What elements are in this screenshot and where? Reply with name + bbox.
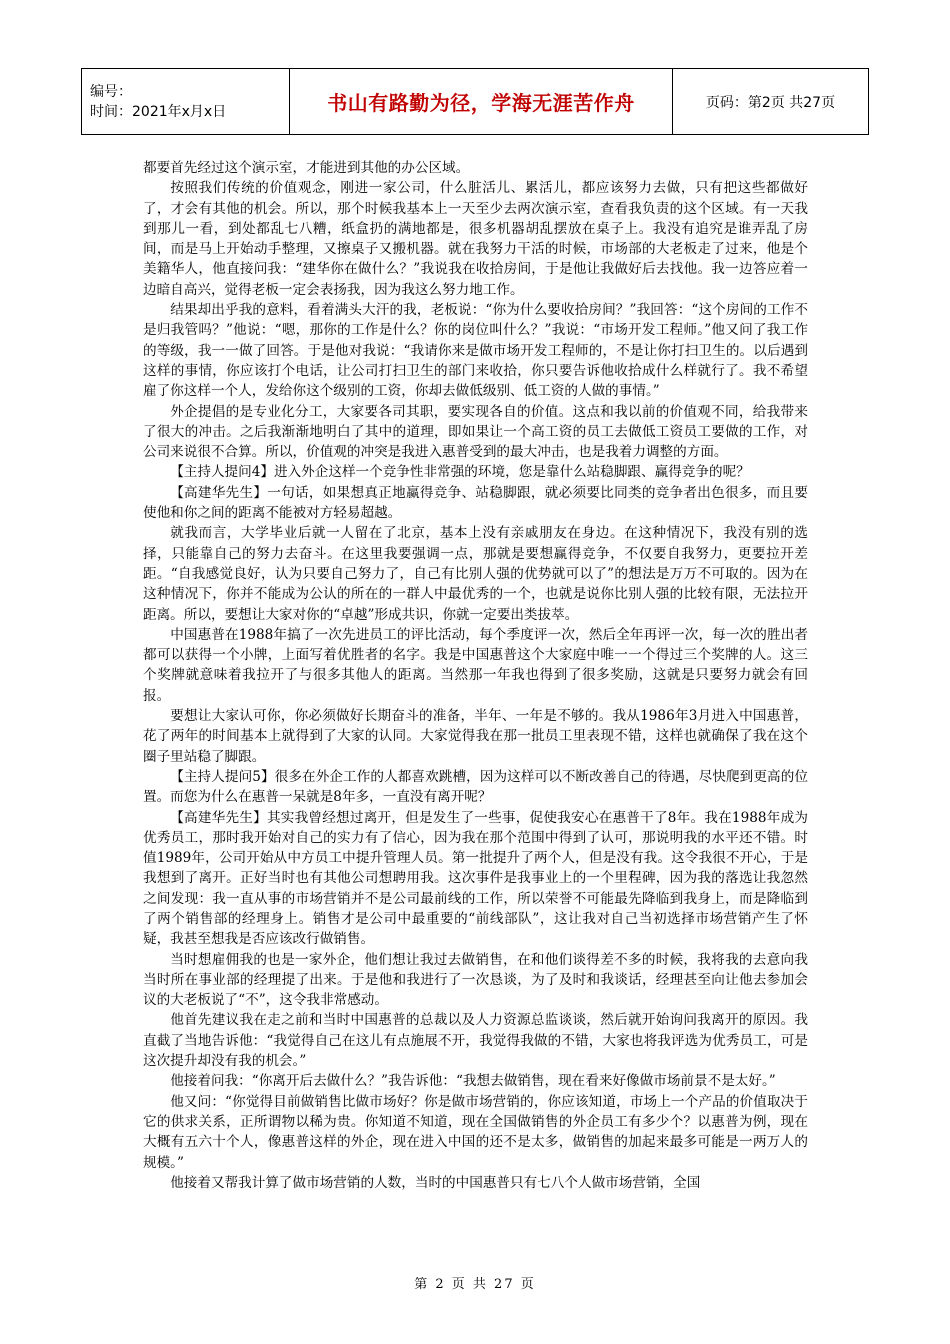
paragraph: 按照我们传统的价值观念，刚进一家公司，什么脏活儿、累活儿，都应该努力去做，只有把这些都做好了，才会有其他的机会。所以，那个时候我基本上一天至少去两次演示室，查看我负责的这个区域。有一天我到那儿一看，到处都乱七八糟，纸盒扔的满地都是，很多机器胡乱摆放在桌子上。我没有追究是谁弄乱了房间，而是马上开始动手整理，又擦桌子又搬机器。就在我努力干活的时候，市场部的大老板走了过来，他是个美籍华人，他直接问我：“建华你在做什么？”我说我在收拾房间，于是他让我做好后去找他。我一边答应着一边暗自高兴，觉得老板一定会表扬我，因为我这么努力地工作。	[143, 180, 808, 298]
header-page-info: 页码：第2页 共27页	[673, 69, 869, 135]
number-label: 编号：	[90, 83, 132, 100]
paragraph: 中国惠普在1988年搞了一次先进员工的评比活动，每个季度评一次，然后全年再评一次，每一次的胜出者都可以获得一个小牌，上面写着优胜者的名字。我是中国惠普这个大家庭中唯一一个得过三个奖牌的人。这三个奖牌就意味着我拉开了与很多其他人的距离。当然那一年我也得到了很多奖励，这就是只要努力就会有回报。	[143, 626, 808, 704]
paragraph: 他接着又帮我计算了做市场营销的人数，当时的中国惠普只有七八个人做市场营销，全国	[170, 1174, 701, 1191]
paragraph: 他又问：“你觉得目前做销售比做市场好？你是做市场营销的，你应该知道，市场上一个产品的价值取决于它的供求关系，正所谓物以稀为贵。你知道不知道，现在全国做销售的外企员工有多少个？以惠普为例，现在大概有五六十个人，像惠普这样的外企，现在进入中国的还不是太多，做销售的加起来最多可能是一两万人的规模。”	[143, 1093, 808, 1171]
paragraph: 当时想雇佣我的也是一家外企，他们想让我过去做销售，在和他们谈得差不多的时候，我将我的去意向我当时所在事业部的经理提了出来。于是他和我进行了一次恳谈，为了及时和我谈话，经理甚至向让他去参加会议的大老板说了“不”，这令我非常感动。	[143, 951, 808, 1009]
header-meta-cell	[82, 69, 290, 135]
paragraph: 他首先建议我在走之前和当时中国惠普的总裁以及人力资源总监谈谈，然后就开始询问我离开的原因。我直截了当地告诉他：“我觉得自己在这儿有点施展不开，我觉得我做的不错，大家也将我评选为优秀员工，可是这次提升却没有我的机会。”	[143, 1012, 808, 1070]
paragraph: 结果却出乎我的意料，看着满头大汗的我，老板说：“你为什么要收拾房间？”我回答：“这个房间的工作不是归我管吗？”他说：“嗯，那你的工作是什么？你的岗位叫什么？”我说：“市场开发工程师。”他又问了我工作的等级，我一一做了回答。于是他对我说：“我请你来是做市场开发工程师的，不是让你打扫卫生的。以后遇到这样的事情，你应该打个电话，让公司打扫卫生的部门来收拾，你只要告诉他收拾成什么样就行了。我不希望雇了你这样一个人，发给你这个级别的工资，你却去做低级别、低工资的人做的事情。”	[143, 302, 808, 400]
header-motto: 书山有路勤为径，学海无涯苦作舟	[290, 69, 673, 135]
paragraph: 他接着问我：“你离开后去做什么？”我告诉他：“我想去做销售，现在看来好像做市场前景不是太好。”	[170, 1073, 776, 1090]
paragraph: 要想让大家认可你，你必须做好长期奋斗的准备，半年、一年是不够的。我从1986年3月进入中国惠普，花了两年的时间基本上就得到了大家的认同。大家觉得我在那一批员工里表现不错，这样也就确保了我在这个圈子里站稳了脚跟。	[143, 708, 808, 765]
page-footer: 第 2 页 共 27 页	[414, 1277, 536, 1292]
document-body	[143, 158, 808, 1193]
paragraph: 就我而言，大学毕业后就一人留在了北京，基本上没有亲戚朋友在身边。在这种情况下，我没有别的选择，只能靠自己的努力去奋斗。在这里我要强调一点，那就是要想赢得竞争，不仅要自我努力，更要拉开差距。“自我感觉良好，认为只要自己努力了，自己有比别人强的优势就可以了”的想法是万万不可取的。因为在这种情况下，你并不能成为公认的所在的一群人中最优秀的一个，也就是说你比别人强的比较有限，无法拉开距离。所以，要想让大家对你的“卓越”形成共识，你就一定要出类拔萃。	[143, 525, 808, 623]
host-question-paragraph: 【主持人提问4】进入外企这样一个竞争性非常强的环境，您是靠什么站稳脚跟、赢得竞争的呢？	[170, 464, 750, 481]
host-question-paragraph: 【主持人提问5】很多在外企工作的人都喜欢跳槽，因为这样可以不断改善自己的待遇，尽快爬到更高的位置。而您为什么在惠普一呆就是8年多，一直没有离开呢？	[143, 768, 808, 806]
paragraph: 外企提倡的是专业化分工，大家要各司其职，要实现各自的价值。这点和我以前的价值观不同，给我带来了很大的冲击。之后我渐渐地明白了其中的道理，即如果让一个高工资的员工去做低工资员工要做的工作，对公司来说很不合算。所以，价值观的冲突是我进入惠普受到的最大冲击，也是我着力调整的方面。	[143, 403, 808, 461]
time-label: 时间：2021年x月x日	[90, 103, 227, 120]
document-header	[81, 68, 869, 135]
answer-paragraph: 【高建华先生】其实我曾经想过离开，但是发生了一些事，促使我安心在惠普干了8年。我在1988年成为优秀员工，那时我开始对自己的实力有了信心，因为我在那个范围中得到了认可，那说明我的水平还不错。时值1989年，公司开始从中方员工中提升管理人员。第一批提升了两个人，但是没有我。这令我很不开心，于是我想到了离开。正好当时也有其他公司想聘用我。这次事件是我事业上的一个里程碑，因为我的落选让我忽然之间发现：我一直从事的市场营销并不是公司最前线的工作，所以荣誉不可能最先降临到我身上，而是降临到了两个销售部的经理身上。销售才是公司中最重要的“前线部队”，这让我对自己当初选择市场营销产生了怀疑，我甚至想我是否应该改行做销售。	[143, 809, 808, 948]
paragraph: 都要首先经过这个演示室，才能进到其他的办公区域。	[143, 160, 470, 176]
answer-paragraph: 【高建华先生】一句话，如果想真正地赢得竞争、站稳脚跟，就必须要比同类的竞争者出色很多，而且要使他和你之间的距离不能被对方轻易超越。	[143, 484, 808, 522]
